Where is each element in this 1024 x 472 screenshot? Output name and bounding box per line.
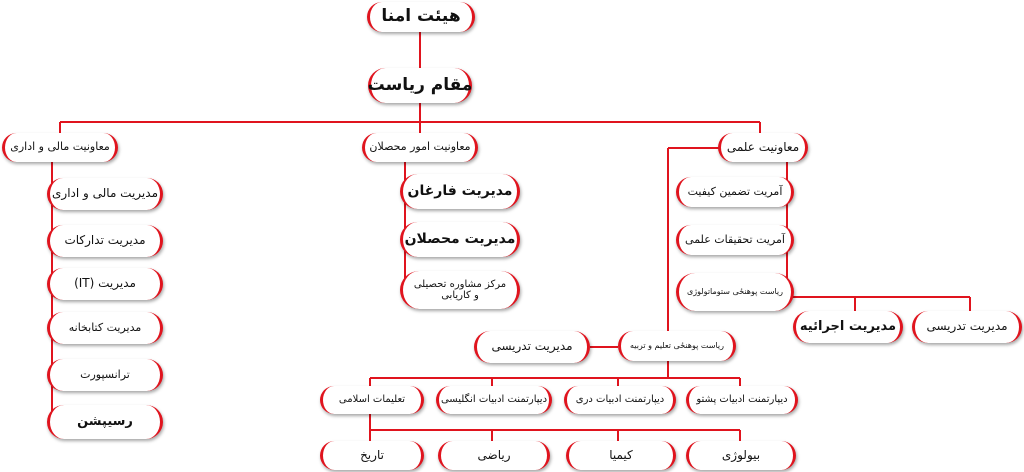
transport-node: ترانسپورت <box>47 359 163 391</box>
english-literature-department-node: دیپارتمنت ادبیات انگلیسی <box>436 386 552 414</box>
board-of-trustees-node: هیئت امنا <box>367 2 475 32</box>
islamic-studies-node: تعلیمات اسلامی <box>320 386 424 414</box>
academic-vp-node: معاونیت علمی <box>718 133 808 162</box>
dari-literature-department-node: دیپارتمنت ادبیات دری <box>564 386 676 414</box>
students-management-node: مدیریت محصلان <box>400 222 520 257</box>
stomatology-faculty-node: ریاست پوهنځی ستوماتولوژی <box>676 273 794 311</box>
pashto-literature-department-node: دیپارتمنت ادبیات پشتو <box>686 386 798 414</box>
chemistry-node: کیمیا <box>566 441 676 470</box>
it-management-node: مدیریت (IT) <box>47 268 163 300</box>
teaching-management-left-node: مدیریت تدریسی <box>474 331 590 363</box>
scientific-research-node: آمریت تحقیقات علمی <box>676 225 794 255</box>
history-node: تاریخ <box>320 441 424 470</box>
student-affairs-vp-node: معاونیت امور محصلان <box>362 133 478 162</box>
reception-node: رسیپشن <box>47 405 163 439</box>
library-management-node: مدیریت کتابخانه <box>47 312 163 344</box>
finance-admin-management-node: مدیریت مالی و اداری <box>47 178 163 210</box>
mathematics-node: ریاضی <box>438 441 550 470</box>
procurement-management-node: مدیریت تدارکات <box>47 225 163 257</box>
graduates-management-node: مدیریت فارغان <box>400 174 520 209</box>
biology-node: بیولوژی <box>686 441 796 470</box>
counseling-career-center-node: مرکز مشاوره تحصیلی و کاریابی <box>400 271 520 309</box>
teaching-management-right-node: مدیریت تدریسی <box>912 311 1022 343</box>
executive-management-node: مدیریت اجرائیه <box>793 311 903 343</box>
finance-admin-vp-node: معاونیت مالی و اداری <box>2 133 118 162</box>
presidency-node: مقام ریاست <box>368 68 472 103</box>
education-faculty-node: ریاست پوهنځی تعلیم و تربیه <box>618 331 736 361</box>
quality-assurance-node: آمریت تضمین کیفیت <box>676 177 794 207</box>
